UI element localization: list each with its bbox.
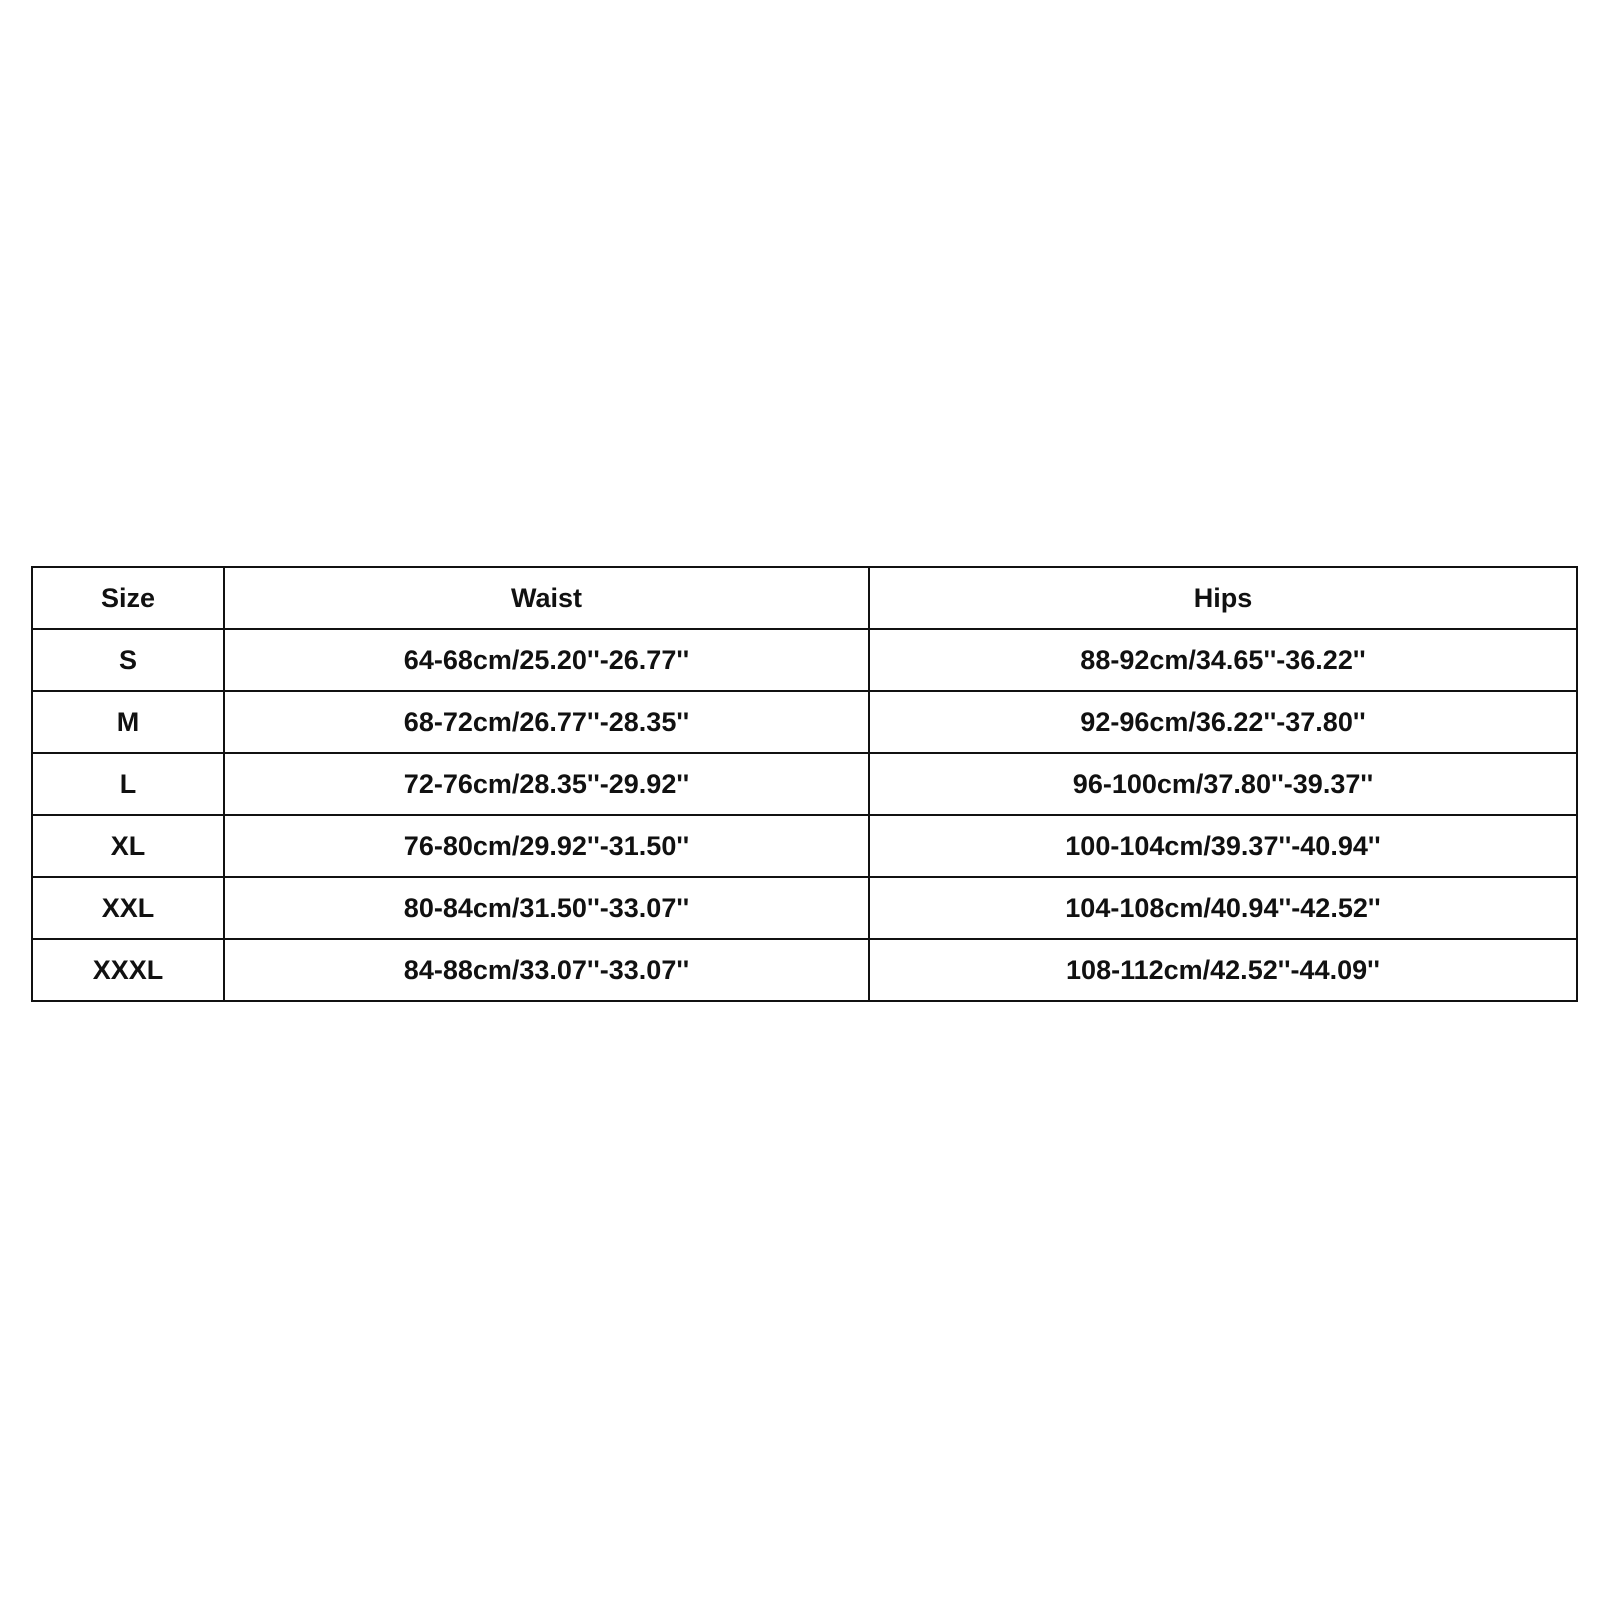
cell-hips: 108-112cm/42.52''-44.09'' [869,939,1577,1001]
table-row [32,629,1577,691]
cell-size: XXL [32,877,224,939]
table-row [32,753,1577,815]
cell-size: S [32,629,224,691]
table-row [32,691,1577,753]
cell-waist: 68-72cm/26.77''-28.35'' [224,691,869,753]
cell-waist: 64-68cm/25.20''-26.77'' [224,629,869,691]
cell-hips: 96-100cm/37.80''-39.37'' [869,753,1577,815]
size-chart-table [31,566,1578,1002]
table-header-row [32,567,1577,629]
cell-size: M [32,691,224,753]
cell-waist: 84-88cm/33.07''-33.07'' [224,939,869,1001]
cell-size: L [32,753,224,815]
header-size: Size [32,567,224,629]
cell-size: XXXL [32,939,224,1001]
cell-hips: 100-104cm/39.37''-40.94'' [869,815,1577,877]
cell-waist: 76-80cm/29.92''-31.50'' [224,815,869,877]
cell-hips: 92-96cm/36.22''-37.80'' [869,691,1577,753]
header-waist: Waist [224,567,869,629]
table-row [32,815,1577,877]
cell-waist: 72-76cm/28.35''-29.92'' [224,753,869,815]
table-row [32,939,1577,1001]
cell-waist: 80-84cm/31.50''-33.07'' [224,877,869,939]
cell-hips: 88-92cm/34.65''-36.22'' [869,629,1577,691]
header-hips: Hips [869,567,1577,629]
table-row [32,877,1577,939]
cell-size: XL [32,815,224,877]
cell-hips: 104-108cm/40.94''-42.52'' [869,877,1577,939]
